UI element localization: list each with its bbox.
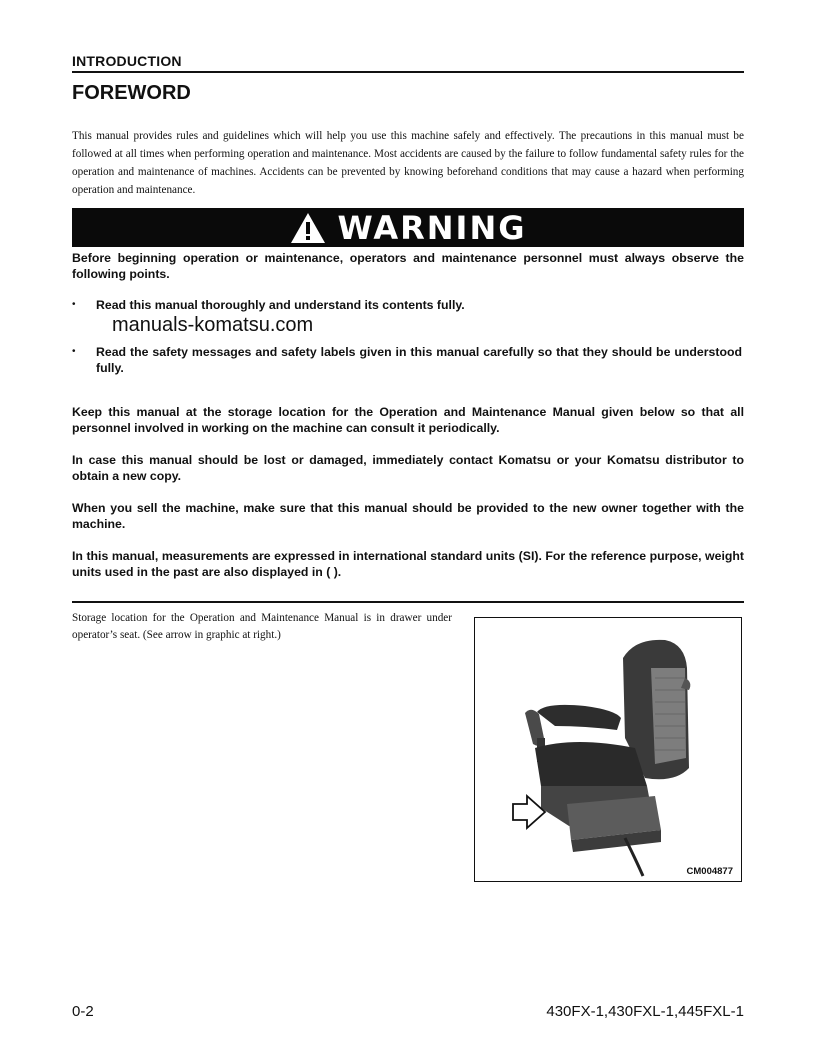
bullet-text: Read the safety messages and safety labels given in this manual carefully so that they should be understood fully. (96, 345, 742, 375)
warning-banner (72, 208, 744, 247)
warning-lead: Before beginning operation or maintenance, operators and maintenance personnel must always observe the following points. (72, 251, 744, 281)
warning-triangle-icon (290, 212, 326, 244)
section-divider (72, 601, 744, 603)
seat-figure (474, 617, 742, 882)
page-title: FOREWORD (72, 82, 191, 104)
section-label: INTRODUCTION (72, 53, 182, 69)
watermark: manuals-komatsu.com (112, 314, 314, 336)
body-paragraph: Keep this manual at the storage location for the Operation and Maintenance Manual given below so that all personnel involved in working on the machine can consult it periodically. (72, 405, 744, 435)
warning-label: WARNING (337, 208, 527, 247)
model-list: 430FX-1,430FXL-1,445FXL-1 (546, 1003, 744, 1020)
storage-note: Storage location for the Operation and Maintenance Manual is in drawer under operator’s seat. (See arrow in graphic at right.) (72, 612, 452, 641)
page-number: 0-2 (72, 1003, 94, 1020)
body-paragraph: When you sell the machine, make sure that this manual should be provided to the new owner together with the machine. (72, 501, 744, 531)
body-paragraph: In this manual, measurements are expressed in international standard units (SI). For the reference purpose, weight units used in the past are also displayed in ( ). (72, 549, 744, 579)
body-paragraph: In case this manual should be lost or damaged, immediately contact Komatsu or your Komatsu distributor to obtain a new copy. (72, 453, 744, 483)
bullet-dot: • (72, 346, 76, 357)
bullet-dot: • (72, 299, 76, 310)
intro-paragraph: This manual provides rules and guidelines which will help you use this machine safely and effectively. The precautions in this manual must be followed at all times when performing operation and maintenance. Most accidents are caused by the failure to follow fundamental safety rules for the operation and maintenance of machines. Accidents can be prevented by knowing beforehand conditions that may cause a hazard when performing operation and maintenance. (72, 130, 744, 196)
bullet-text: Read this manual thoroughly and understand its contents fully. (96, 298, 465, 312)
figure-caption: CM004877 (686, 866, 733, 877)
operator-seat-illustration (475, 618, 740, 880)
header-rule (72, 71, 744, 73)
